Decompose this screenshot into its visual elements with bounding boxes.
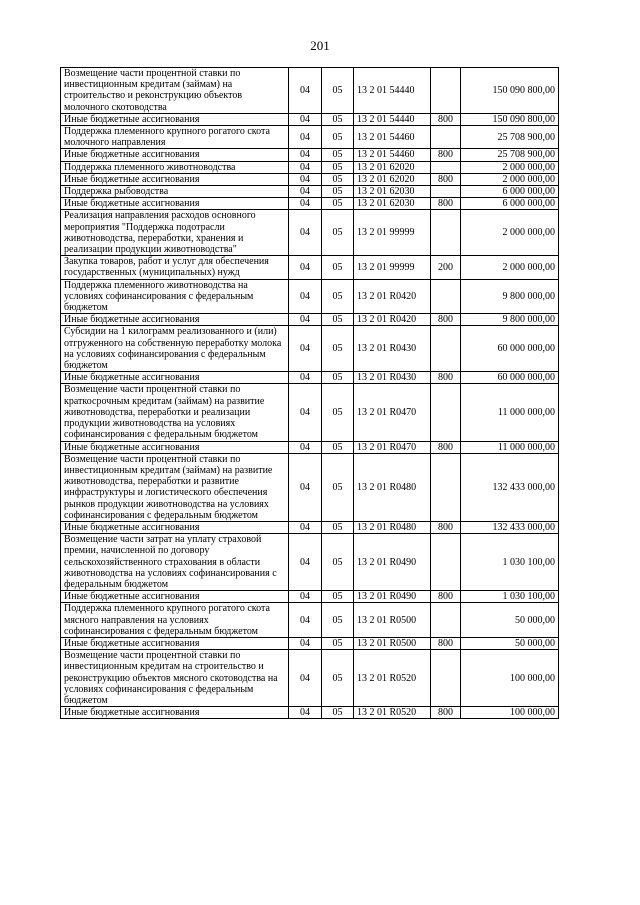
expense-type-cell: [431, 650, 461, 707]
row-name-cell: Поддержка племенного животноводства: [61, 161, 289, 173]
table-row: [61, 256, 559, 279]
expense-type-cell: [431, 210, 461, 256]
target-article-code-cell: 13 2 01 62030: [354, 186, 431, 198]
row-name-cell: Поддержка рыбоводства: [61, 186, 289, 198]
subsection-code-cell: 05: [322, 186, 354, 198]
section-code-cell: 04: [289, 210, 322, 256]
target-article-code-cell: 13 2 01 62020: [354, 173, 431, 185]
table-row: [61, 314, 559, 326]
target-article-code-cell: 13 2 01 R0500: [354, 603, 431, 638]
table-row: [61, 650, 559, 707]
subsection-code-cell: 05: [322, 326, 354, 372]
row-name-cell: Иные бюджетные ассигнования: [61, 521, 289, 533]
row-name-cell: Иные бюджетные ассигнования: [61, 149, 289, 161]
row-name-cell: Иные бюджетные ассигнования: [61, 637, 289, 649]
amount-cell: 25 708 900,00: [461, 126, 559, 149]
section-code-cell: 04: [289, 256, 322, 279]
amount-cell: 100 000,00: [461, 707, 559, 719]
subsection-code-cell: 05: [322, 279, 354, 314]
row-name-cell: Возмещение части процентной ставки по краткосрочным кредитам (займам) на развитие животноводства, переработки и реализации продукции животноводства на условиях софинансирования с федеральным бюджетом: [61, 384, 289, 441]
amount-cell: 150 090 800,00: [461, 113, 559, 125]
target-article-code-cell: 13 2 01 R0430: [354, 372, 431, 384]
subsection-code-cell: 05: [322, 314, 354, 326]
target-article-code-cell: 13 2 01 R0480: [354, 521, 431, 533]
target-article-code-cell: 13 2 01 62020: [354, 161, 431, 173]
table-row: [61, 279, 559, 314]
row-name-cell: Субсидии на 1 килограмм реализованного и (или) отгруженного на собственную переработку молока на условиях софинансирования с федеральным бюджетом: [61, 326, 289, 372]
target-article-code-cell: 13 2 01 R0500: [354, 637, 431, 649]
section-code-cell: 04: [289, 149, 322, 161]
subsection-code-cell: 05: [322, 149, 354, 161]
amount-cell: 9 800 000,00: [461, 314, 559, 326]
target-article-code-cell: 13 2 01 R0480: [354, 453, 431, 521]
table-row: [61, 149, 559, 161]
row-name-cell: Иные бюджетные ассигнования: [61, 198, 289, 210]
row-name-cell: Поддержка племенного крупного рогатого скота молочного направления: [61, 126, 289, 149]
target-article-code-cell: 13 2 01 R0430: [354, 326, 431, 372]
expense-type-cell: [431, 68, 461, 114]
subsection-code-cell: 05: [322, 534, 354, 591]
table-row: [61, 521, 559, 533]
target-article-code-cell: 13 2 01 54440: [354, 113, 431, 125]
subsection-code-cell: 05: [322, 521, 354, 533]
table-row: [61, 453, 559, 521]
expense-type-cell: [431, 279, 461, 314]
expense-type-cell: 800: [431, 637, 461, 649]
row-name-cell: Закупка товаров, работ и услуг для обеспечения государственных (муниципальных) нужд: [61, 256, 289, 279]
expense-type-cell: 800: [431, 441, 461, 453]
target-article-code-cell: 13 2 01 R0420: [354, 314, 431, 326]
amount-cell: 150 090 800,00: [461, 68, 559, 114]
section-code-cell: 04: [289, 186, 322, 198]
section-code-cell: 04: [289, 314, 322, 326]
amount-cell: 60 000 000,00: [461, 326, 559, 372]
row-name-cell: Поддержка племенного животноводства на условиях софинансирования с федеральным бюджетом: [61, 279, 289, 314]
table-row: [61, 68, 559, 114]
table-row: [61, 126, 559, 149]
amount-cell: 2 000 000,00: [461, 210, 559, 256]
row-name-cell: Иные бюджетные ассигнования: [61, 441, 289, 453]
amount-cell: 132 433 000,00: [461, 521, 559, 533]
expense-type-cell: [431, 384, 461, 441]
row-name-cell: Иные бюджетные ассигнования: [61, 591, 289, 603]
row-name-cell: Иные бюджетные ассигнования: [61, 707, 289, 719]
amount-cell: 25 708 900,00: [461, 149, 559, 161]
section-code-cell: 04: [289, 707, 322, 719]
amount-cell: 2 000 000,00: [461, 161, 559, 173]
table-row: [61, 707, 559, 719]
amount-cell: 50 000,00: [461, 603, 559, 638]
expense-type-cell: [431, 534, 461, 591]
section-code-cell: 04: [289, 113, 322, 125]
subsection-code-cell: 05: [322, 198, 354, 210]
amount-cell: 6 000 000,00: [461, 198, 559, 210]
section-code-cell: 04: [289, 650, 322, 707]
target-article-code-cell: 13 2 01 54440: [354, 68, 431, 114]
expense-type-cell: 800: [431, 707, 461, 719]
subsection-code-cell: 05: [322, 173, 354, 185]
subsection-code-cell: 05: [322, 210, 354, 256]
expense-type-cell: [431, 326, 461, 372]
table-row: [61, 637, 559, 649]
amount-cell: 100 000,00: [461, 650, 559, 707]
section-code-cell: 04: [289, 637, 322, 649]
section-code-cell: 04: [289, 384, 322, 441]
expense-type-cell: 800: [431, 149, 461, 161]
subsection-code-cell: 05: [322, 161, 354, 173]
expense-type-cell: 800: [431, 173, 461, 185]
section-code-cell: 04: [289, 326, 322, 372]
table-row: [61, 384, 559, 441]
target-article-code-cell: 13 2 01 54460: [354, 126, 431, 149]
row-name-cell: Иные бюджетные ассигнования: [61, 113, 289, 125]
target-article-code-cell: 13 2 01 R0490: [354, 591, 431, 603]
target-article-code-cell: 13 2 01 54460: [354, 149, 431, 161]
subsection-code-cell: 05: [322, 707, 354, 719]
section-code-cell: 04: [289, 173, 322, 185]
row-name-cell: Реализация направления расходов основного мероприятия "Поддержка подотрасли животноводства, переработки, хранения и реализации продукции животноводства": [61, 210, 289, 256]
target-article-code-cell: 13 2 01 R0420: [354, 279, 431, 314]
amount-cell: 60 000 000,00: [461, 372, 559, 384]
amount-cell: 2 000 000,00: [461, 256, 559, 279]
section-code-cell: 04: [289, 441, 322, 453]
expense-type-cell: [431, 186, 461, 198]
expense-type-cell: 200: [431, 256, 461, 279]
target-article-code-cell: 13 2 01 R0470: [354, 384, 431, 441]
amount-cell: 132 433 000,00: [461, 453, 559, 521]
budget-table-body: [61, 68, 559, 719]
budget-table: [60, 67, 559, 719]
row-name-cell: Возмещение части затрат на уплату страховой премии, начисленной по договору сельскохозяйственного страхования в области животноводства на условиях софинансирования с федеральным бюджетом: [61, 534, 289, 591]
subsection-code-cell: 05: [322, 453, 354, 521]
subsection-code-cell: 05: [322, 68, 354, 114]
section-code-cell: 04: [289, 126, 322, 149]
table-row: [61, 210, 559, 256]
subsection-code-cell: 05: [322, 650, 354, 707]
target-article-code-cell: 13 2 01 R0470: [354, 441, 431, 453]
section-code-cell: 04: [289, 372, 322, 384]
subsection-code-cell: 05: [322, 591, 354, 603]
expense-type-cell: 800: [431, 113, 461, 125]
row-name-cell: Возмещение части процентной ставки по инвестиционным кредитам на строительство и реконструкцию объектов мясного скотоводства на условиях софинансирования с федеральным бюджетом: [61, 650, 289, 707]
amount-cell: 11 000 000,00: [461, 441, 559, 453]
table-row: [61, 441, 559, 453]
amount-cell: 11 000 000,00: [461, 384, 559, 441]
table-row: [61, 161, 559, 173]
expense-type-cell: 800: [431, 314, 461, 326]
section-code-cell: 04: [289, 161, 322, 173]
row-name-cell: Иные бюджетные ассигнования: [61, 372, 289, 384]
expense-type-cell: 800: [431, 198, 461, 210]
section-code-cell: 04: [289, 68, 322, 114]
amount-cell: 6 000 000,00: [461, 186, 559, 198]
section-code-cell: 04: [289, 534, 322, 591]
section-code-cell: 04: [289, 279, 322, 314]
amount-cell: 2 000 000,00: [461, 173, 559, 185]
table-row: [61, 173, 559, 185]
target-article-code-cell: 13 2 01 R0520: [354, 707, 431, 719]
subsection-code-cell: 05: [322, 441, 354, 453]
subsection-code-cell: 05: [322, 384, 354, 441]
page-number: 201: [310, 38, 330, 53]
table-row: [61, 326, 559, 372]
target-article-code-cell: 13 2 01 62030: [354, 198, 431, 210]
expense-type-cell: 800: [431, 591, 461, 603]
table-row: [61, 113, 559, 125]
table-row: [61, 198, 559, 210]
table-row: [61, 591, 559, 603]
amount-cell: 1 030 100,00: [461, 534, 559, 591]
subsection-code-cell: 05: [322, 256, 354, 279]
expense-type-cell: 800: [431, 521, 461, 533]
target-article-code-cell: 13 2 01 R0490: [354, 534, 431, 591]
target-article-code-cell: 13 2 01 99999: [354, 210, 431, 256]
table-row: [61, 534, 559, 591]
table-row: [61, 186, 559, 198]
row-name-cell: Возмещение части процентной ставки по инвестиционным кредитам (займам) на строительство и реконструкцию объектов молочного скотоводства: [61, 68, 289, 114]
subsection-code-cell: 05: [322, 603, 354, 638]
amount-cell: 9 800 000,00: [461, 279, 559, 314]
row-name-cell: Иные бюджетные ассигнования: [61, 173, 289, 185]
amount-cell: 1 030 100,00: [461, 591, 559, 603]
section-code-cell: 04: [289, 603, 322, 638]
expense-type-cell: [431, 161, 461, 173]
section-code-cell: 04: [289, 453, 322, 521]
target-article-code-cell: 13 2 01 R0520: [354, 650, 431, 707]
subsection-code-cell: 05: [322, 637, 354, 649]
expense-type-cell: [431, 453, 461, 521]
subsection-code-cell: 05: [322, 113, 354, 125]
expense-type-cell: [431, 603, 461, 638]
section-code-cell: 04: [289, 521, 322, 533]
expense-type-cell: 800: [431, 372, 461, 384]
row-name-cell: Возмещение части процентной ставки по инвестиционным кредитам (займам) на развитие животноводства, переработки и развитие инфраструктуры и логистического обеспечения рынков продукции животноводства на условиях софинансирования с федеральным бюджетом: [61, 453, 289, 521]
expense-type-cell: [431, 126, 461, 149]
section-code-cell: 04: [289, 198, 322, 210]
target-article-code-cell: 13 2 01 99999: [354, 256, 431, 279]
row-name-cell: Поддержка племенного крупного рогатого скота мясного направления на условиях софинансирования с федеральным бюджетом: [61, 603, 289, 638]
section-code-cell: 04: [289, 591, 322, 603]
row-name-cell: Иные бюджетные ассигнования: [61, 314, 289, 326]
amount-cell: 50 000,00: [461, 637, 559, 649]
table-row: [61, 372, 559, 384]
subsection-code-cell: 05: [322, 126, 354, 149]
table-row: [61, 603, 559, 638]
subsection-code-cell: 05: [322, 372, 354, 384]
